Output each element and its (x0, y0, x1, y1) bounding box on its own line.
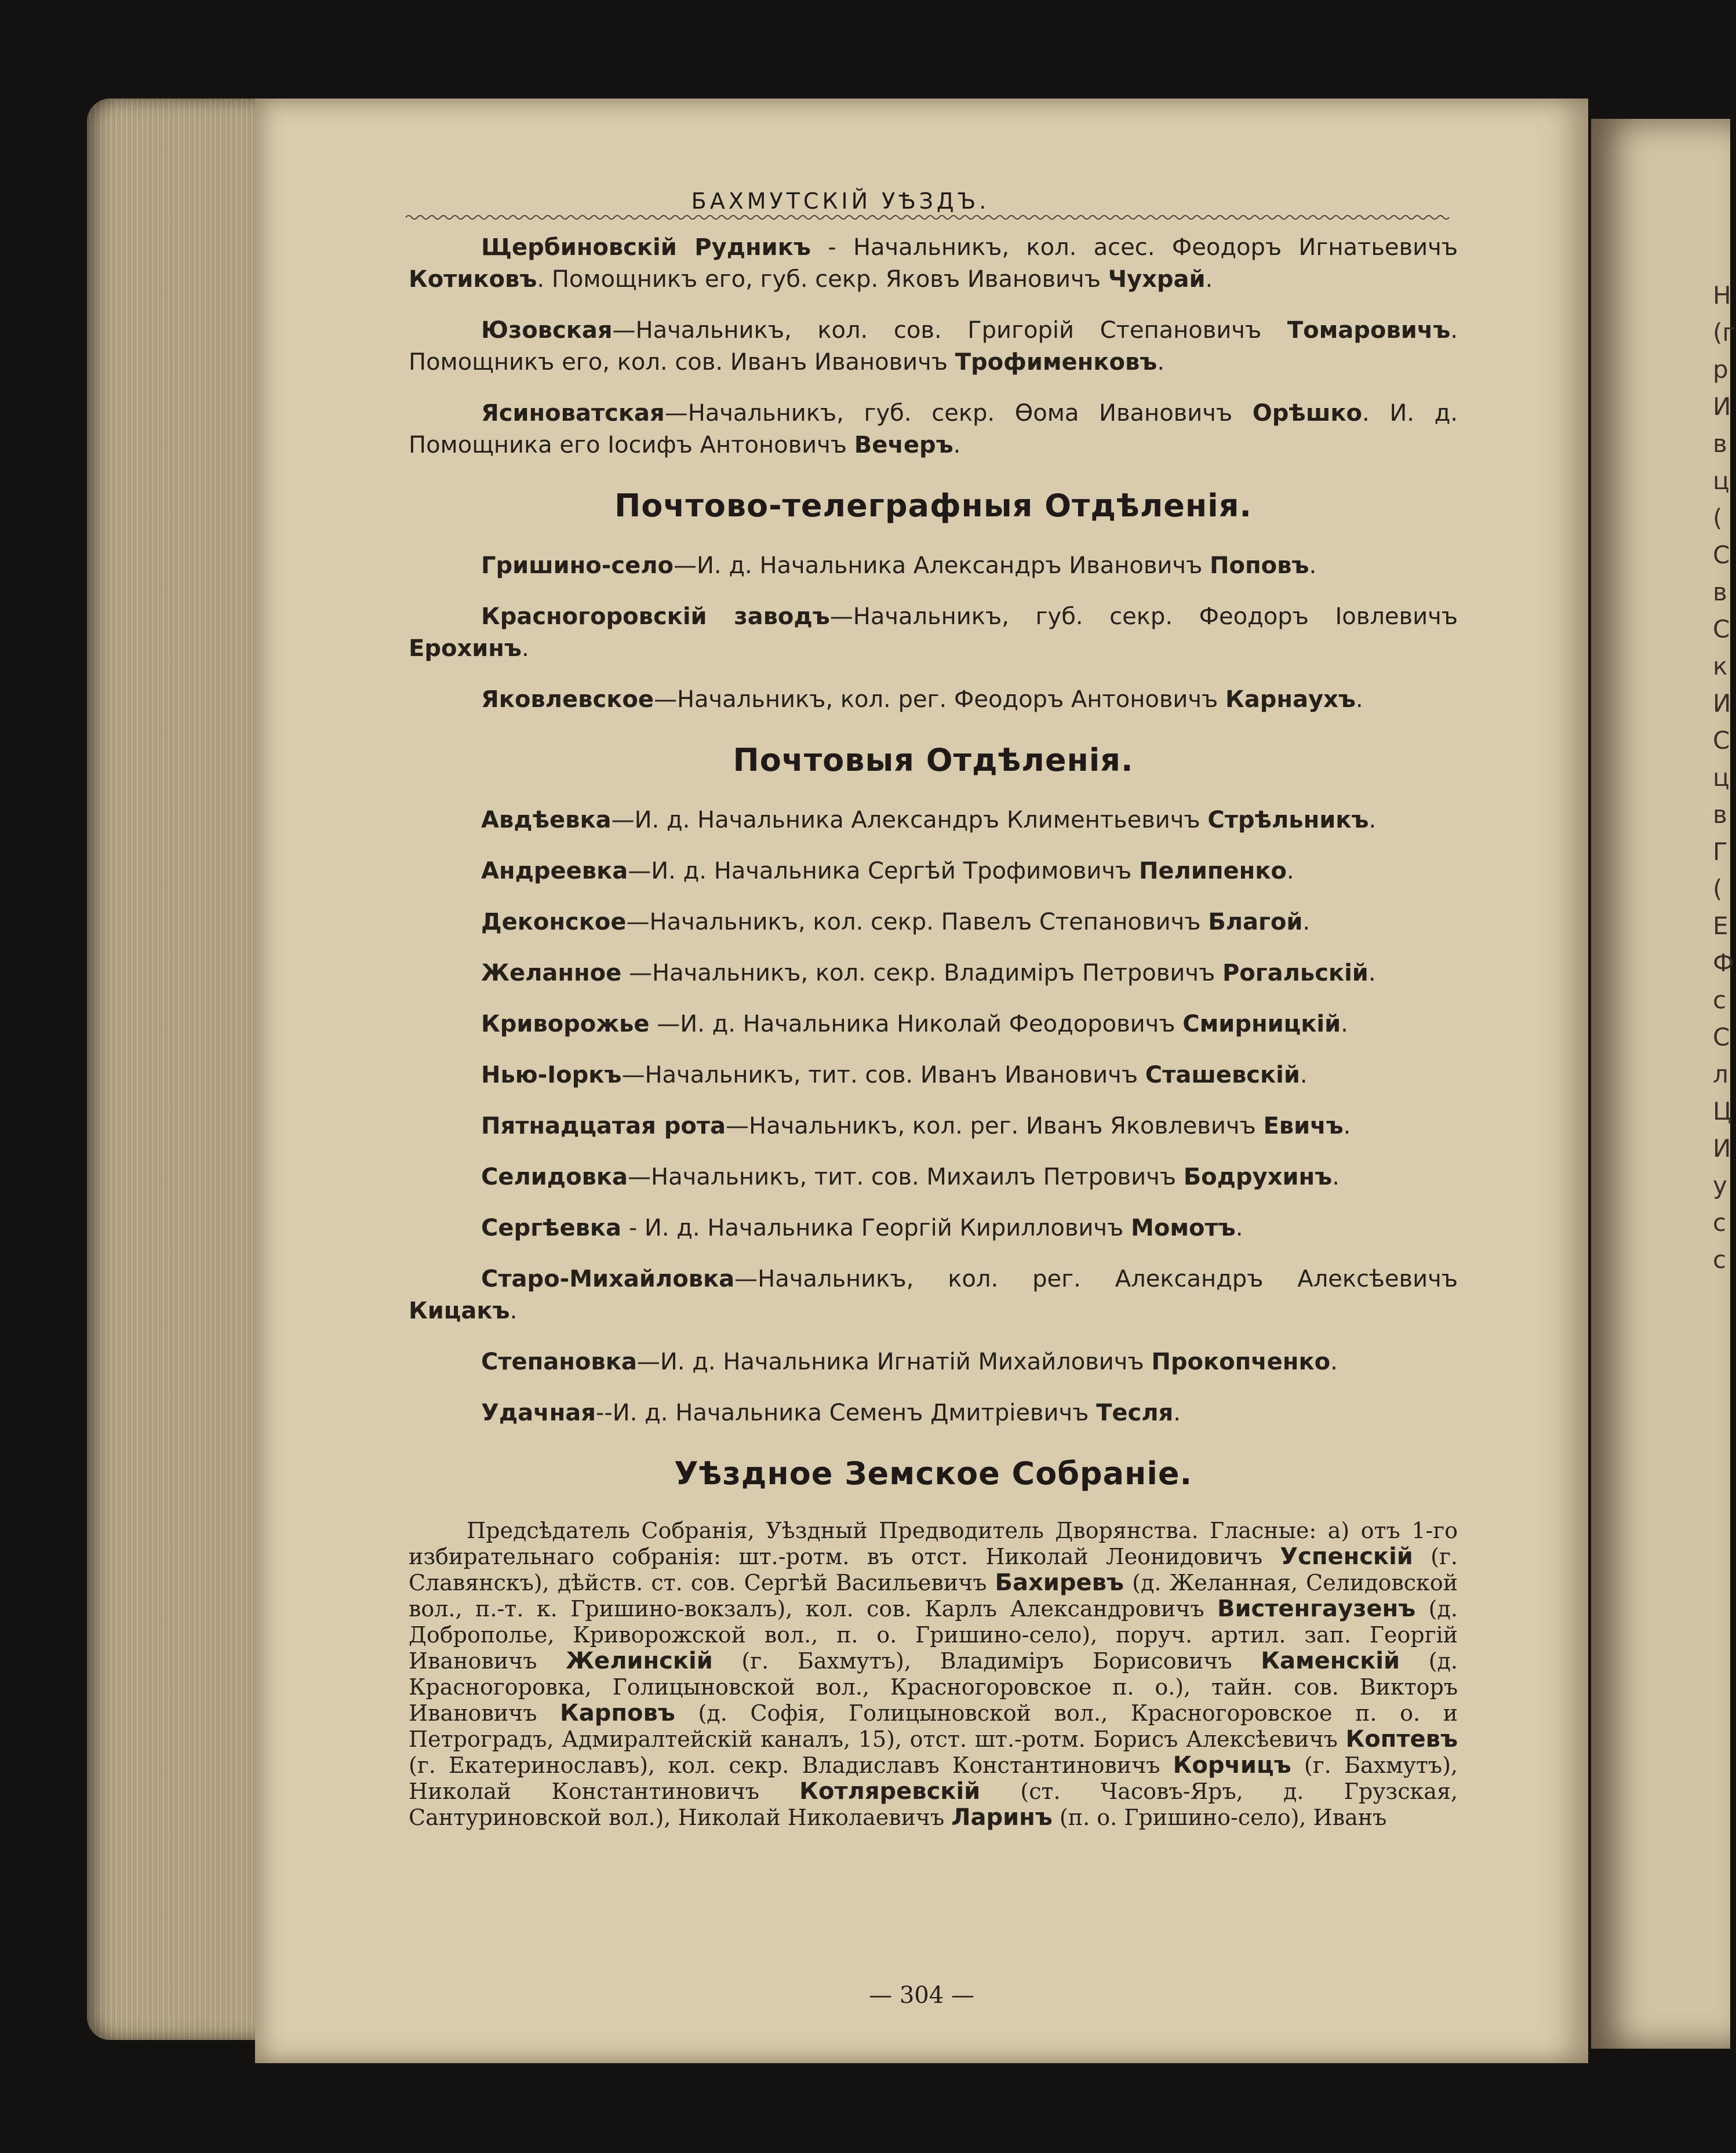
post-office-entry: Авдѣевка—И. д. Начальника Александръ Климентьевичъ Стрѣльникъ. (481, 807, 1377, 833)
person-surname: Томаровичъ (1287, 317, 1451, 344)
place-name: Красногоровскій заводъ (481, 603, 830, 630)
adjacent-page-text (1713, 281, 1736, 1283)
person-surname: Сташевскій (1145, 1062, 1300, 1088)
adjacent-page-fragment: Ф (1713, 949, 1734, 977)
adjacent-page-fragment: в (1713, 800, 1727, 829)
person-surname: Пелипенко (1138, 858, 1287, 884)
post-office-entry: Сергѣевка - И. д. Начальника Георгій Кирилловичъ Момотъ. (481, 1215, 1243, 1241)
place-name: Щербиновскій Рудникъ (481, 234, 811, 261)
section-title-postal: Почтовыя Отдѣленія. (733, 742, 1134, 778)
person-surname: Чухрай (1108, 266, 1206, 293)
post-office-entry: Селидовка—Начальникъ, тит. сов. Михаилъ Петровичъ Бодрухинъ. (481, 1164, 1340, 1190)
person-surname: Трофименковъ (955, 349, 1158, 376)
adjacent-page-fragment: с (1713, 1208, 1727, 1237)
place-name: Криворожье (481, 1011, 650, 1037)
adjacent-page-fragment: у (1713, 1171, 1727, 1200)
station-entry: Щербиновскій Рудникъ - Начальникъ, кол. асес. Феодоръ Игнатьевичъ Котиковъ. Помощникъ его, губ. секр. Яковъ Ивановичъ Чухрай. (409, 234, 1458, 293)
post-office-entry: Гришино-село—И. д. Начальника Александръ Ивановичъ Поповъ. (481, 552, 1317, 579)
adjacent-page-fragment: Н (1713, 281, 1731, 309)
person-surname: Ларинъ (951, 1804, 1053, 1831)
person-surname: Тесля (1096, 1400, 1174, 1426)
person-surname: Евичъ (1263, 1113, 1344, 1139)
person-surname: Бахиревъ (995, 1569, 1124, 1596)
page-number: — 304 — (869, 1982, 974, 2009)
assembly-paragraph: Предсѣдатель Собранія, Уѣздный Предводитель Дворянства. Гласные: а) отъ 1-го избирательнаго собранія: шт.-ротм. въ отст. Николай Леонидовичъ Успенскій (г. Славянскъ), дѣйств. ст. сов. Сергѣй Васильевичъ Бахиревъ (д. Желанная, Селидовской вол., п.-т. к. Гришино-вокзалъ), кол. сов. Карлъ Александровичъ Вистенгаузенъ (д. Доброполье, Криворожской вол., п. о. Гришино-село), поруч. артил. зап. Георгій Ивановичъ Желинскій (г. Бахмутъ), Владиміръ Борисовичъ Каменскій (д. Красногоровка, Голицыновской вол., Красногоровское п. о.), тайн. сов. Викторъ Ивановичъ Карповъ (д. Софія, Голицыновской вол., Красногоровское п. о. и Петроградъ, Адмиралтейскій каналъ, 15), отст. шт.-ротм. Борисъ Алексѣевичъ Коптевъ (г. Екатеринославъ), кол. секр. Владиславъ Константиновичъ Корчицъ (г. Бахмутъ), Николай Константиновичъ Котляревскій (ст. Часовъ-Яръ, д. Грузская, Сантуриновской вол.), Николай Николаевичъ Ларинъ (п. о. Гришино-село), Иванъ (409, 1518, 1458, 1831)
adjacent-page-fragment: к (1713, 652, 1728, 680)
book-page-edges (87, 99, 261, 2040)
place-name: Сергѣевка (481, 1215, 622, 1241)
header-wavy-rule (406, 212, 1449, 223)
post-office-entry: Андреевка—И. д. Начальника Сергѣй Трофимовичъ Пелипенко. (481, 858, 1294, 884)
adjacent-page-fragment: с (1713, 986, 1727, 1014)
person-surname: Коптевъ (1345, 1726, 1458, 1753)
adjacent-page-fragment: р (1713, 355, 1728, 384)
post-office-entry: Степановка—И. д. Начальника Игнатій Михайловичъ Прокопченко. (481, 1349, 1338, 1375)
post-office-entry: Криворожье —И. д. Начальника Николай Феодоровичъ Смирницкій. (481, 1011, 1348, 1037)
person-surname: Смирницкій (1182, 1011, 1341, 1037)
adjacent-page-fragment: С (1713, 615, 1730, 643)
place-name: Старо-Михайловка (481, 1266, 735, 1292)
person-surname: Успенскій (1280, 1543, 1413, 1570)
adjacent-page (1591, 119, 1735, 2049)
post-office-entry: Яковлевское—Начальникъ, кол. рег. Феодоръ Антоновичъ Карнаухъ. (481, 686, 1363, 713)
person-surname: Корчицъ (1173, 1752, 1291, 1779)
postal-list (409, 804, 1458, 1429)
place-name: Авдѣевка (481, 807, 612, 833)
adjacent-page-fragment: ц (1713, 467, 1730, 495)
station-entry: Ясиноватская—Начальникъ, губ. секр. Ѳома Ивановичъ Орѣшко. И. д. Помощника его Іосифъ Антоновичъ Вечеръ. (409, 400, 1458, 458)
place-name: Степановка (481, 1349, 637, 1375)
place-name: Желанное (481, 960, 622, 986)
station-entry: Юзовская—Начальникъ, кол. сов. Григорій Степановичъ Томаровичъ. Помощникъ его, кол. сов. Иванъ Ивановичъ Трофименковъ. (409, 317, 1458, 376)
adjacent-page-fragment: ( (1713, 875, 1723, 903)
adjacent-page-fragment: Ц (1713, 1097, 1732, 1125)
person-surname: Карнаухъ (1225, 686, 1356, 713)
person-surname: Момотъ (1131, 1215, 1236, 1241)
person-surname: Поповъ (1210, 552, 1309, 579)
person-surname: Благой (1208, 909, 1303, 935)
person-surname: Орѣшко (1252, 400, 1362, 427)
post-office-entry: Старо-Михайловка—Начальникъ, кол. рег. Александръ Алексѣевичъ Кицакъ. (409, 1266, 1458, 1324)
post-office-entry: Нью-Іоркъ—Начальникъ, тит. сов. Иванъ Ивановичъ Сташевскій. (481, 1062, 1308, 1088)
person-surname: Каменскій (1261, 1648, 1400, 1674)
place-name: Ясиноватская (481, 400, 665, 427)
person-surname: Рогальскій (1222, 960, 1369, 986)
person-surname: Стрѣльникъ (1207, 807, 1369, 833)
adjacent-page-fragment: Е (1713, 912, 1728, 940)
adjacent-page-fragment: с (1713, 1245, 1727, 1274)
postal-telegraph-list (409, 550, 1458, 716)
adjacent-page-fragment: (г (1713, 318, 1735, 347)
post-office-entry: Пятнадцатая рота—Начальникъ, кол. рег. Иванъ Яковлевичъ Евичъ. (481, 1113, 1351, 1139)
person-surname: Вистенгаузенъ (1217, 1595, 1416, 1622)
place-name: Андреевка (481, 858, 628, 884)
adjacent-page-fragment: С (1713, 726, 1730, 755)
place-name: Пятнадцатая рота (481, 1113, 726, 1139)
post-office-entry: Красногоровскій заводъ—Начальникъ, губ. секр. Феодоръ Іовлевичъ Ерохинъ. (409, 603, 1458, 662)
place-name: Яковлевское (481, 686, 654, 713)
place-name: Деконское (481, 909, 627, 935)
adjacent-page-fragment: ц (1713, 763, 1730, 792)
running-header: БАХМУТСКІЙ УѢЗДЪ. (691, 188, 990, 214)
station-list (409, 232, 1458, 461)
adjacent-page-fragment: И (1713, 392, 1731, 421)
person-surname: Прокопченко (1151, 1349, 1331, 1375)
adjacent-page-fragment: И (1713, 1134, 1731, 1163)
section-title-postal-telegraph: Почтово-телеграфныя Отдѣленія. (614, 487, 1252, 524)
place-name: Юзовская (481, 317, 613, 344)
place-name: Удачная (481, 1400, 596, 1426)
adjacent-page-fragment: Г (1713, 837, 1728, 866)
adjacent-page-fragment: л (1713, 1060, 1728, 1088)
person-surname: Ерохинъ (409, 635, 522, 662)
person-surname: Кицакъ (409, 1298, 510, 1324)
adjacent-page-fragment: И (1713, 689, 1731, 717)
place-name: Селидовка (481, 1164, 628, 1190)
adjacent-page-fragment: ( (1713, 504, 1723, 532)
person-surname: Желинскій (566, 1648, 713, 1674)
adjacent-page-fragment: в (1713, 429, 1727, 458)
section-title-assembly: Уѣздное Земское Собраніе. (674, 1455, 1192, 1492)
page-content (409, 232, 1458, 1831)
post-office-entry: Деконское—Начальникъ, кол. секр. Павелъ Степановичъ Благой. (481, 909, 1311, 935)
place-name: Нью-Іоркъ (481, 1062, 622, 1088)
post-office-entry: Удачная--И. д. Начальника Семенъ Дмитріевичъ Тесля. (481, 1400, 1181, 1426)
adjacent-page-fragment: С (1713, 541, 1730, 569)
person-surname: Вечеръ (854, 432, 953, 458)
adjacent-page-fragment: С (1713, 1023, 1730, 1051)
place-name: Гришино-село (481, 552, 674, 579)
post-office-entry: Желанное —Начальникъ, кол. секр. Владиміръ Петровичъ Рогальскій. (481, 960, 1376, 986)
person-surname: Котляревскій (799, 1778, 981, 1805)
person-surname: Бодрухинъ (1183, 1164, 1333, 1190)
book-page (255, 99, 1588, 2063)
adjacent-page-fragment: в (1713, 578, 1727, 606)
person-surname: Карповъ (560, 1700, 675, 1726)
person-surname: Котиковъ (409, 266, 537, 293)
